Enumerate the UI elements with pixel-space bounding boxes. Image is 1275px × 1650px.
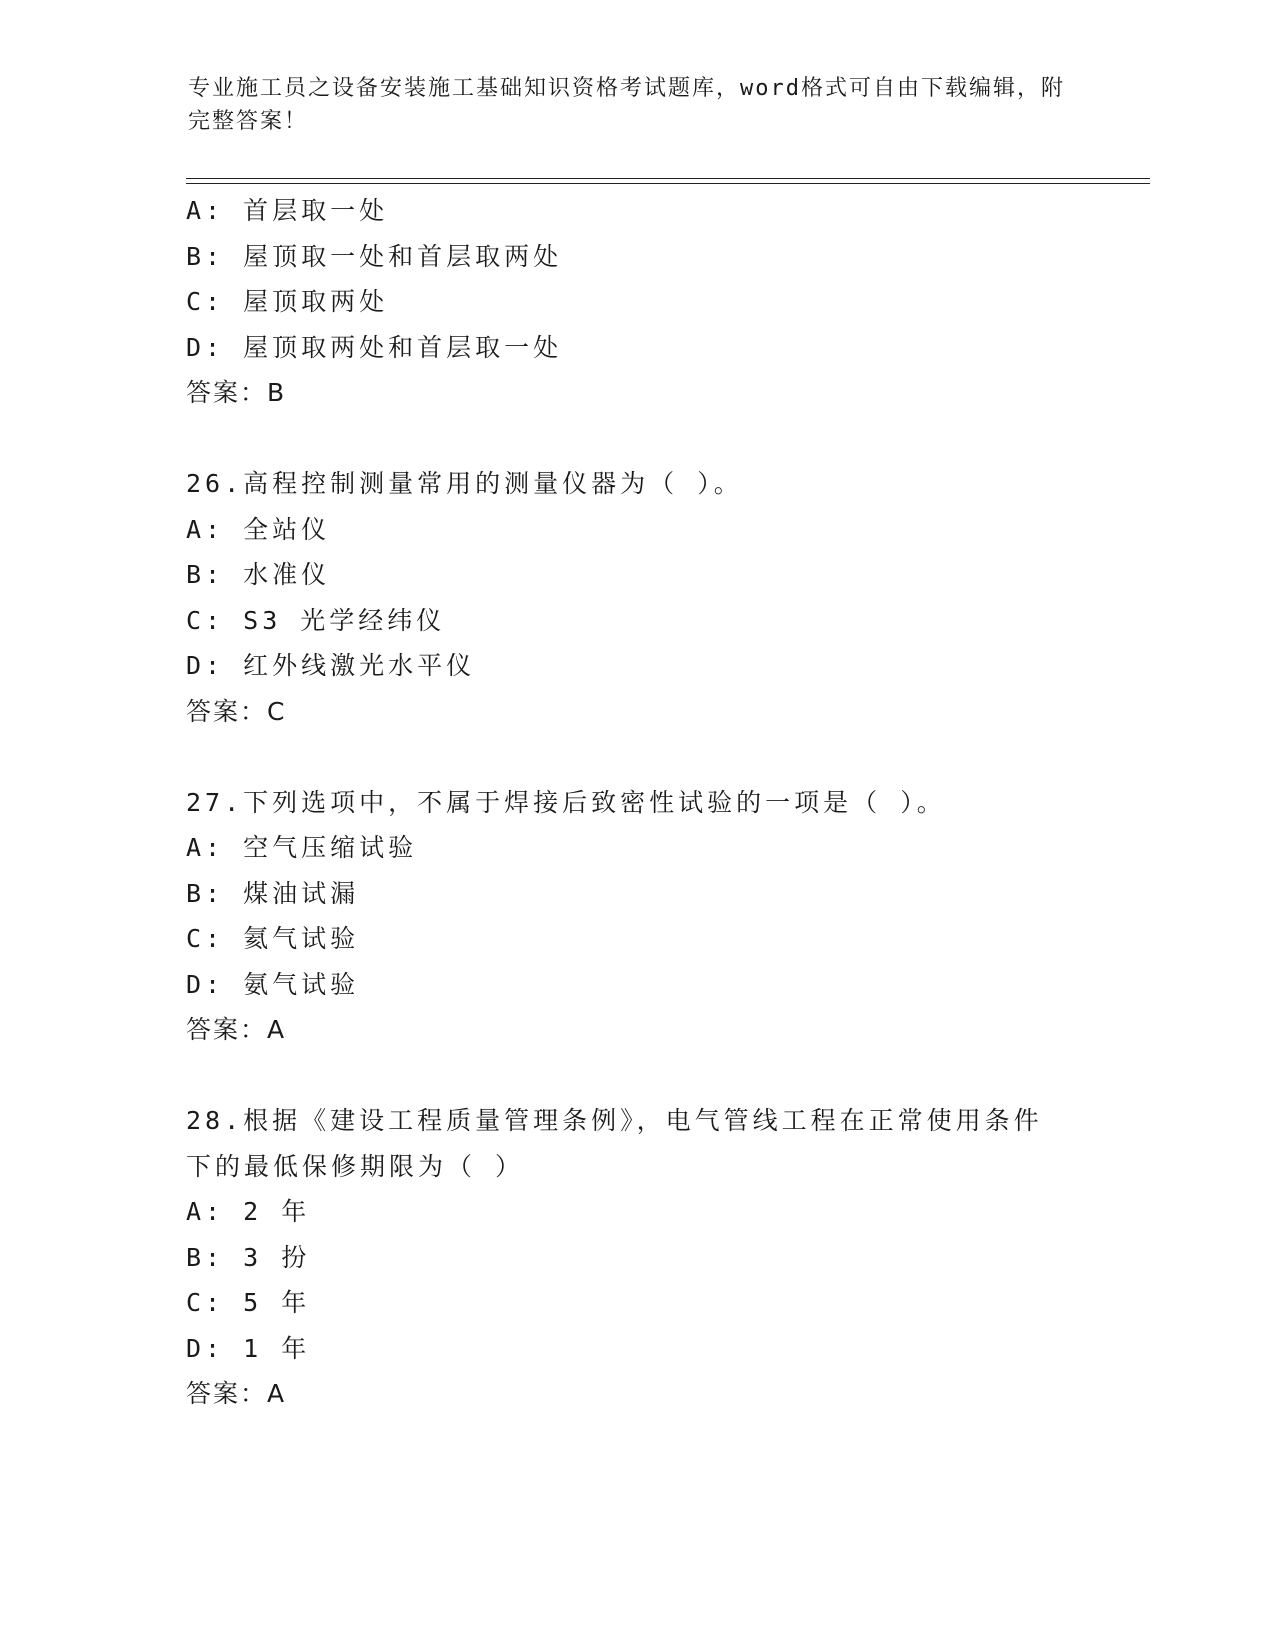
question-28 xyxy=(186,1098,1086,1417)
answer-line: 答案：A xyxy=(186,1379,287,1408)
header-divider-bottom xyxy=(186,183,1150,184)
question-stem: 26.高程控制测量常用的测量仪器为（ ）。 xyxy=(186,469,743,498)
question-list xyxy=(186,188,1086,1417)
option-a: A: 空气压缩试验 xyxy=(186,833,418,862)
option-d: D: 1 年 xyxy=(186,1333,311,1363)
option-d: D: 屋顶取两处和首层取一处 xyxy=(186,332,563,362)
answer-line: 答案：B xyxy=(186,378,287,407)
option-b: B: 水准仪 xyxy=(186,560,331,589)
question-26 xyxy=(186,461,1086,734)
option-a: A: 首层取一处 xyxy=(186,196,389,225)
option-c: C: 屋顶取两处 xyxy=(186,287,389,316)
option-d: D: 红外线激光水平仪 xyxy=(186,651,476,680)
document-header: 专业施工员之设备安装施工基础知识资格考试题库，word格式可自由下载编辑，附完整答案！ xyxy=(188,76,1065,134)
question-stem: 28.根据《建设工程质量管理条例》，电气管线工程在正常使用条件下的最低保修期限为（ ） xyxy=(186,1106,1043,1181)
header-divider-top xyxy=(186,178,1150,179)
option-a: A: 全站仪 xyxy=(186,514,331,544)
answer-line: 答案：C xyxy=(186,696,287,726)
question-27 xyxy=(186,780,1086,1053)
option-d: D: 氨气试验 xyxy=(186,969,360,999)
option-a: A: 2 年 xyxy=(186,1197,311,1226)
question-25-partial xyxy=(186,188,1086,416)
option-c: C: S3 光学经纬仪 xyxy=(186,605,446,635)
option-c: C: 氦气试验 xyxy=(186,924,360,953)
option-b: B: 屋顶取一处和首层取两处 xyxy=(186,241,563,271)
option-b: B: 煤油试漏 xyxy=(186,878,360,908)
option-b: B: 3 扮 xyxy=(186,1242,311,1272)
question-stem: 27.下列选项中，不属于焊接后致密性试验的一项是（ ）。 xyxy=(186,787,946,817)
option-c: C: 5 年 xyxy=(186,1288,311,1317)
answer-line: 答案：A xyxy=(186,1015,287,1044)
